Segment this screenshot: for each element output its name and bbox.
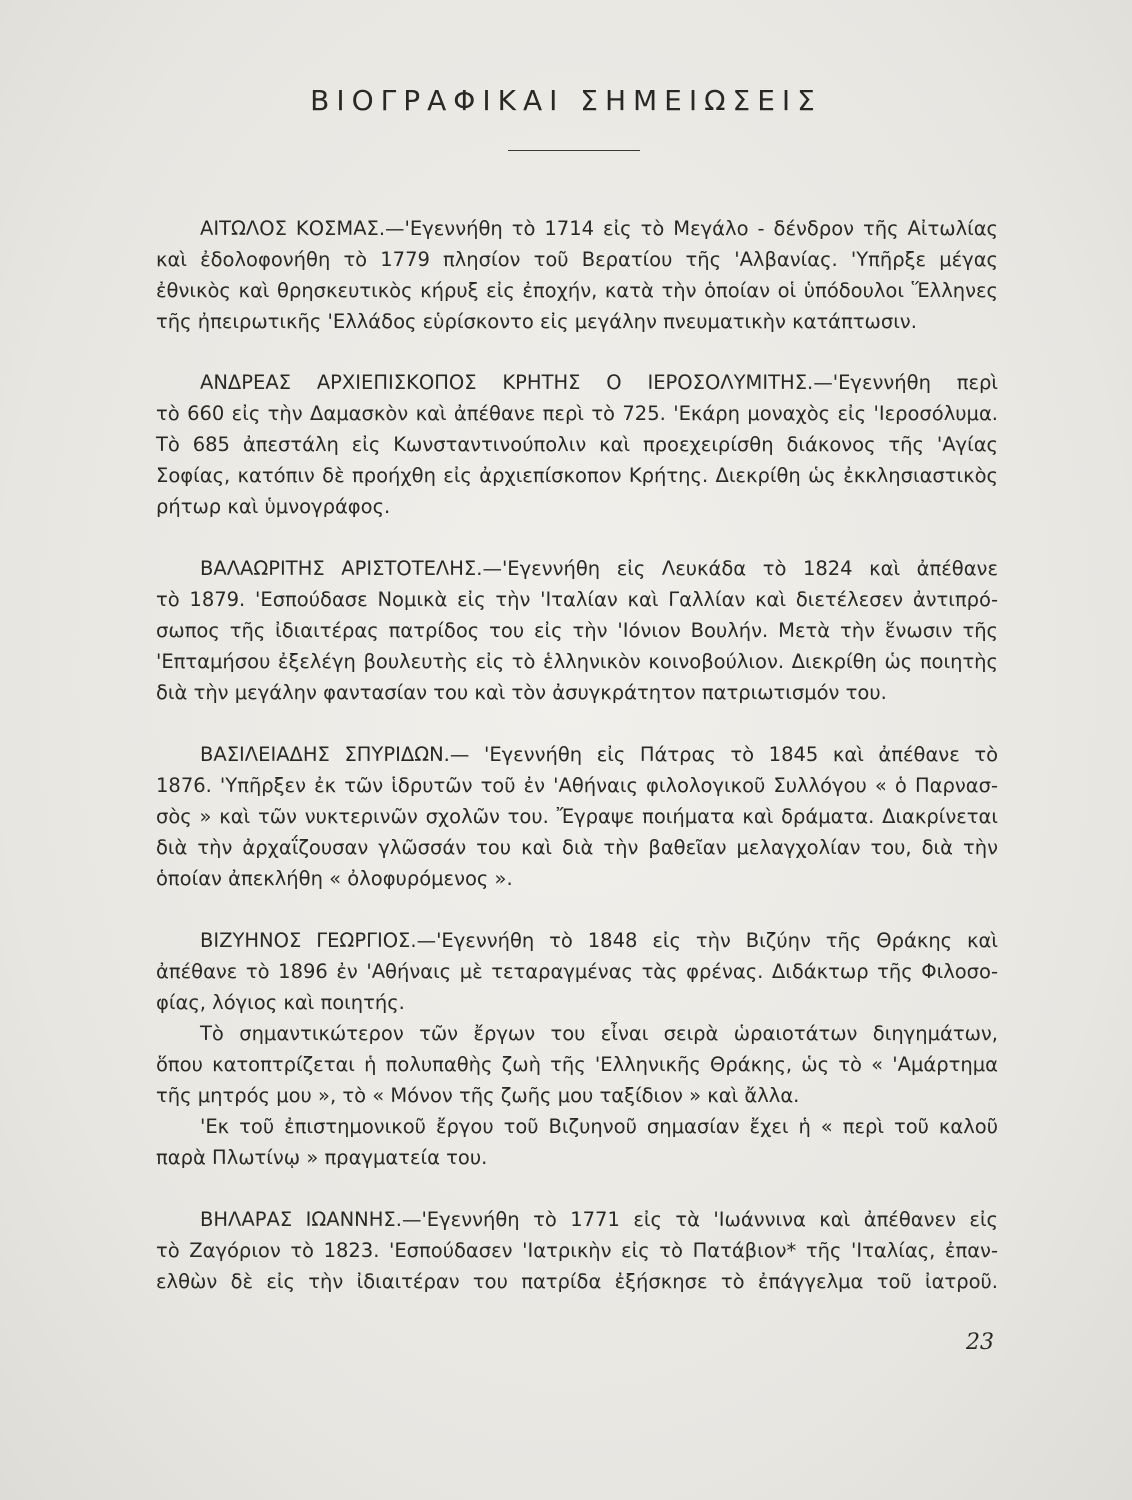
entry-line: ΒΑΣΙΛΕΙΑΔΗΣ ΣΠΥΡΙΔΩΝ.— 'Εγεννήθη εἰς Πάτρας τὸ 1845 καὶ ἀπέθανε τὸ (200, 743, 998, 766)
entry-line: ΑΝΔΡΕΑΣ ΑΡΧΙΕΠΙΣΚΟΠΟΣ ΚΡΗΤΗΣ Ο ΙΕΡΟΣΟΛΥΜΙΤΗΣ.—'Εγεννήθη περὶ (200, 371, 998, 394)
entry-line: 1876. 'Υπῆρξεν ἐκ τῶν ἱδρυτῶν τοῦ ἐν 'Αθήναις φιλολογικοῦ Συλλόγου « ὁ Παρνασ- (156, 774, 998, 797)
entry-line: ΒΙΖΥΗΝΟΣ ΓΕΩΡΓΙΟΣ.—'Εγεννήθη τὸ 1848 εἰς τὴν Βιζύην τῆς Θράκης καὶ (200, 929, 998, 952)
entry-line: τὸ 660 εἰς τὴν Δαμασκὸν καὶ ἀπέθανε περὶ τὸ 725. 'Εκάρη μοναχὸς εἰς 'Ιεροσόλυμα. (156, 402, 998, 425)
page-title: ΒΙΟΓΡΑΦΙΚΑΙ ΣΗΜΕΙΩΣΕΙΣ (310, 84, 822, 117)
entry-line: τῆς ἠπειρωτικῆς 'Ελλάδος εὑρίσκοντο εἰς μεγάλην πνευματικὴν κατάπτωσιν. (156, 310, 917, 333)
biographical-notes-body (156, 213, 998, 1297)
entry-line: καὶ ἐδολοφονήθη τὸ 1779 πλησίον τοῦ Βερατίου τῆς 'Αλβανίας. 'Υπῆρξε μέγας (156, 248, 998, 271)
entry-line: σωπος τῆς ἰδιαιτέρας πατρίδος του εἰς τὴν 'Ιόνιον Βουλήν. Μετὰ τὴν ἕνωσιν τῆς (156, 619, 998, 642)
entry-line: τὸ Ζαγόριον τὸ 1823. 'Εσπούδασεν 'Ιατρικὴν εἰς τὸ Πατάβιον* τῆς 'Ιταλίας, ἐπαν- (156, 1239, 998, 1262)
entry-line: σὸς » καὶ τῶν νυκτερινῶν σχολῶν του. Ἔγραψε ποιήματα καὶ δράματα. Διακρίνεται (156, 805, 998, 828)
entry-line: 'Εκ τοῦ ἐπιστημονικοῦ ἔργου τοῦ Βιζυηνοῦ σημασίαν ἔχει ἡ « περὶ τοῦ καλοῦ (200, 1115, 998, 1138)
entry-line: ὅπου κατοπτρίζεται ἡ πολυπαθὴς ζωὴ τῆς 'Ελληνικῆς Θράκης, ὡς τὸ « 'Αμάρτημα (156, 1053, 998, 1076)
entry-valaoritis (156, 553, 998, 708)
entry-line: ελθὼν δὲ εἰς τὴν ἰδιαιτέραν του πατρίδα ἐξήσκησε τὸ ἐπάγγελμα τοῦ ἰατροῦ. (156, 1270, 998, 1293)
entry-line: διὰ τὴν ἀρχαΐζουσαν γλῶσσάν του καὶ διὰ τὴν βαθεῖαν μελαγχολίαν του, διὰ τὴν (156, 836, 998, 859)
entry-aitolos-kosmas (156, 213, 998, 337)
entry-line: ἐθνικὸς καὶ θρησκευτικὸς κήρυξ εἰς ἐποχήν, κατὰ τὴν ὁποίαν οἱ ὑπόδουλοι Ἕλληνες (156, 279, 998, 302)
entry-line: ΑΙΤΩΛΟΣ ΚΟΣΜΑΣ.—'Εγεννήθη τὸ 1714 εἰς τὸ Μεγάλο - δένδρον τῆς Αἰτωλίας (200, 217, 998, 240)
entry-line: ΒΗΛΑΡΑΣ ΙΩΑΝΝΗΣ.—'Εγεννήθη τὸ 1771 εἰς τὰ 'Ιωάννινα καὶ ἀπέθανεν εἰς (200, 1208, 998, 1231)
page-number: 23 (966, 1330, 994, 1355)
entry-line: ΒΑΛΑΩΡΙΤΗΣ ΑΡΙΣΤΟΤΕΛΗΣ.—'Εγεννήθη εἰς Λευκάδα τὸ 1824 καὶ ἀπέθανε (200, 557, 998, 580)
entry-line: παρὰ Πλωτίνῳ » πραγματεία του. (156, 1146, 488, 1169)
entry-line: Τὸ 685 ἀπεστάλη εἰς Κωνσταντινούπολιν καὶ προεχειρίσθη διάκονος τῆς 'Αγίας (156, 433, 998, 456)
entry-line: Τὸ σημαντικώτερον τῶν ἔργων του εἶναι σειρὰ ὡραιοτάτων διηγημάτων, (200, 1022, 998, 1045)
entry-line: φίας, λόγιος καὶ ποιητής. (156, 991, 405, 1014)
entry-vasileiadis (156, 739, 998, 894)
entry-line: 'Επταμήσου ἐξελέγη βουλευτὴς εἰς τὸ ἑλληνικὸν κοινοβούλιον. Διεκρίθη ὡς ποιητὴς (156, 650, 998, 673)
entry-vizyinos (156, 925, 998, 1173)
entry-line: διὰ τὴν μεγάλην φαντασίαν του καὶ τὸν ἀσυγκράτητον πατριωτισμόν του. (156, 681, 887, 704)
entry-line: ὁποίαν ἀπεκλήθη « ὀλοφυρόμενος ». (156, 867, 513, 890)
entry-line: ρήτωρ καὶ ὑμνογράφος. (156, 495, 391, 518)
entry-line: τὸ 1879. 'Εσπούδασε Νομικὰ εἰς τὴν 'Ιταλίαν καὶ Γαλλίαν καὶ διετέλεσεν ἀντιπρό- (156, 588, 998, 611)
title-divider (508, 150, 640, 151)
entry-line: τῆς μητρός μου », τὸ « Μόνον τῆς ζωῆς μου ταξίδιον » καὶ ἄλλα. (156, 1084, 800, 1107)
entry-line: Σοφίας, κατόπιν δὲ προήχθη εἰς ἀρχιεπίσκοπον Κρήτης. Διεκρίθη ὡς ἐκκλησιαστικὸς (156, 464, 998, 487)
entry-andreas-kritis (156, 367, 998, 522)
entry-vilaras (156, 1204, 998, 1297)
entry-line: ἀπέθανε τὸ 1896 ἐν 'Αθήναις μὲ τεταραγμένας τὰς φρένας. Διδάκτωρ τῆς Φιλοσο- (156, 960, 998, 983)
